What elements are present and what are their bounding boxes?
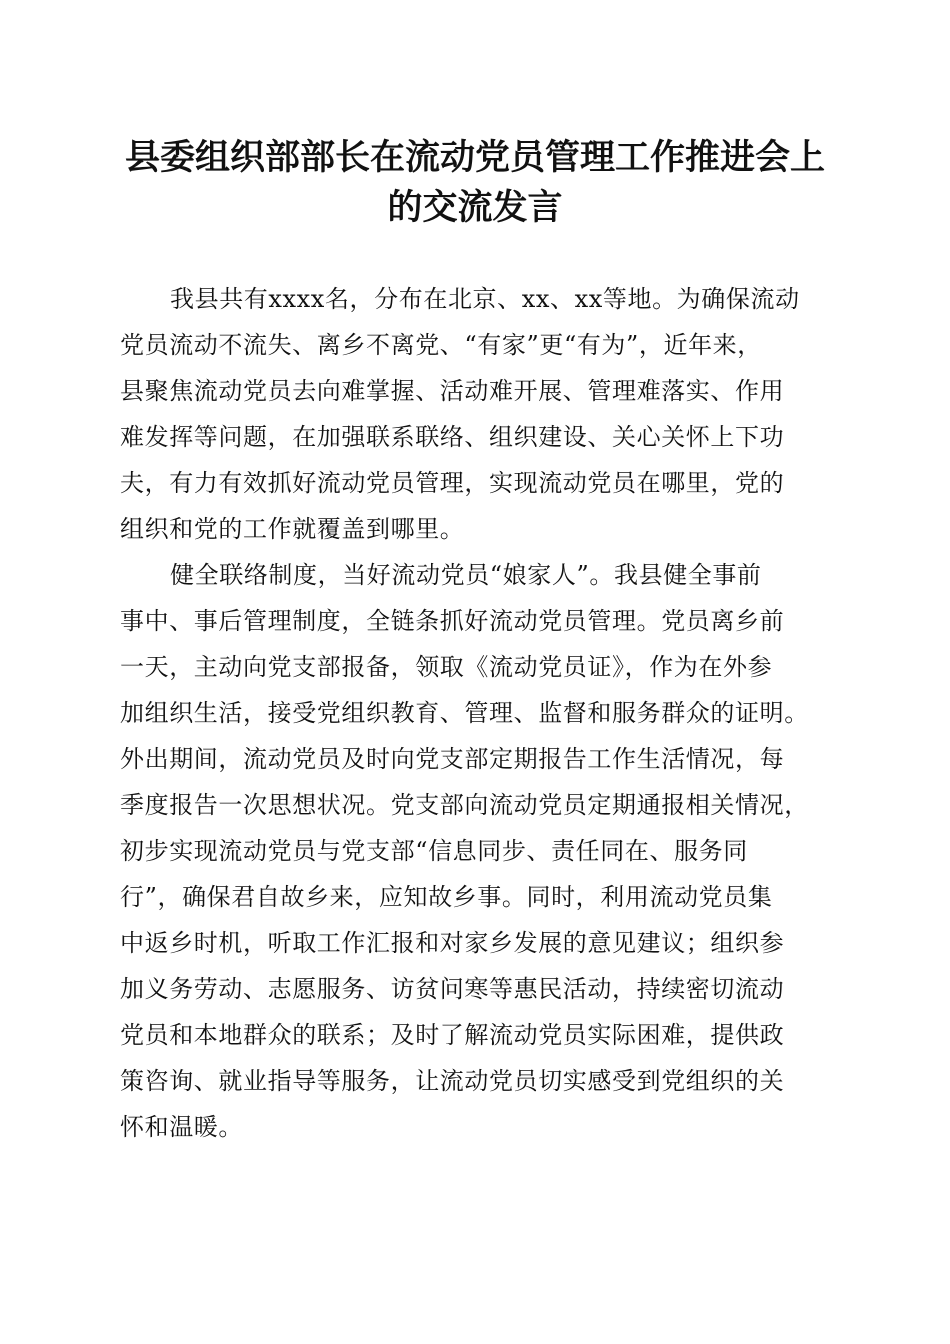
title-line-2: 的交流发言 <box>387 187 563 228</box>
paragraph-line: 党员和本地群众的联系；及时了解流动党员实际困难，提供政 <box>120 1021 785 1049</box>
title-line-1: 县委组织部部长在流动党员管理工作推进会上 <box>124 137 825 178</box>
document-body <box>120 276 840 1150</box>
paragraph-line: 加组织生活，接受党组织教育、管理、监督和服务群众的证明。 <box>120 699 809 727</box>
paragraph-line: 季度报告一次思想状况。党支部向流动党员定期通报相关情况， <box>120 791 809 819</box>
paragraph-line: 县聚焦流动党员去向难掌握、活动难开展、管理难落实、作用 <box>120 377 785 405</box>
document-title <box>100 133 850 233</box>
paragraph-line: 夫，有力有效抓好流动党员管理，实现流动党员在哪里，党的 <box>120 469 785 497</box>
paragraph-line: 健全联络制度，当好流动党员“娘家人”。我县健全事前 <box>170 561 762 589</box>
paragraph-line: 中返乡时机，听取工作汇报和对家乡发展的意见建议；组织参 <box>120 929 785 957</box>
paragraph-line: 事中、事后管理制度，全链条抓好流动党员管理。党员离乡前 <box>120 607 785 635</box>
paragraph-line: 党员流动不流失、离乡不离党、“有家”更“有为”，近年来， <box>120 331 762 359</box>
paragraph-2 <box>120 552 840 1150</box>
paragraph-line: 行”，确保君自故乡来，应知故乡事。同时，利用流动党员集 <box>120 883 773 911</box>
paragraph-line: 一天，主动向党支部报备，领取《流动党员证》，作为在外参 <box>120 653 773 681</box>
paragraph-line: 外出期间，流动党员及时向党支部定期报告工作生活情况，每 <box>120 745 785 773</box>
paragraph-1 <box>120 276 840 552</box>
paragraph-line: 加义务劳动、志愿服务、访贫问寒等惠民活动，持续密切流动 <box>120 975 785 1003</box>
paragraph-line: 策咨询、就业指导等服务，让流动党员切实感受到党组织的关 <box>120 1067 785 1095</box>
paragraph-line: 组织和党的工作就覆盖到哪里。 <box>120 515 465 543</box>
paragraph-line: 初步实现流动党员与党支部“信息同步、责任同在、服务同 <box>120 837 748 865</box>
paragraph-line: 难发挥等问题，在加强联系联络、组织建设、关心关怀上下功 <box>120 423 785 451</box>
paragraph-line: 我县共有xxxx名，分布在北京、xx、xx等地。为确保流动 <box>170 285 800 313</box>
paragraph-line: 怀和温暖。 <box>120 1113 243 1141</box>
